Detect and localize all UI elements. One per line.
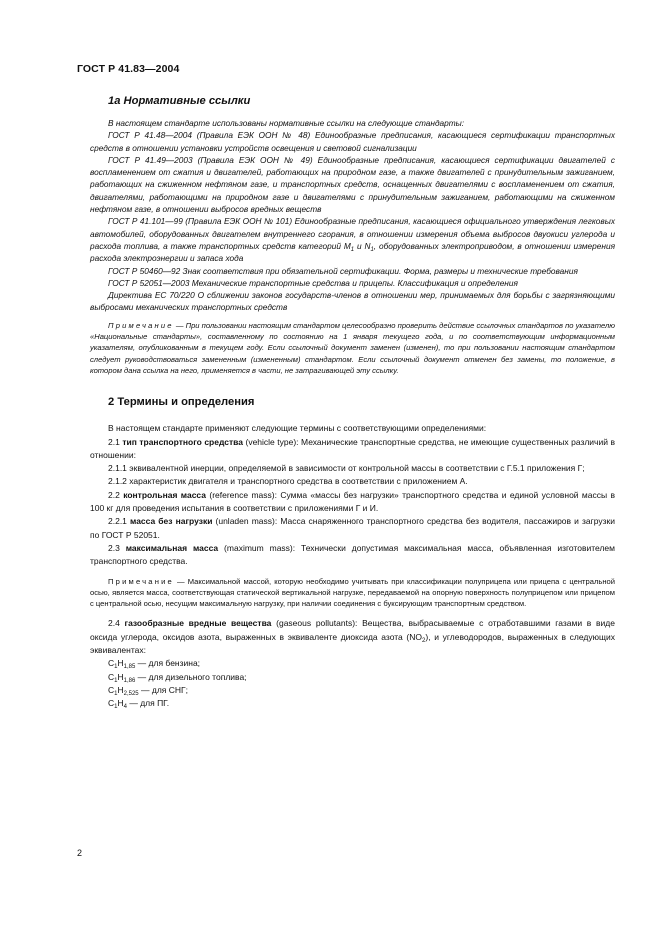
term-2-2-1: 2.2.1 масса без нагрузки (unladen mass): Масса снаряженного транспортного средства без водителя, пассажиров и загрузки по ГОСТ Р 52051. xyxy=(90,516,615,540)
term-2-1: 2.1 тип транспортного средства (vehicle type): Механические транспортные средства, не имеющие существенных различий в отношении: xyxy=(90,436,615,460)
section-1a-title: 1а Нормативные ссылки xyxy=(108,95,251,107)
term-2-4: 2.4 газообразные вредные вещества (gaseous pollutants): Вещества, выбрасываемые с отработавшими газами в виде оксида углерода, оксидов азота, выраженных в эквиваленте диоксида азота $(NO_2)$, и углеводородов, выраженных в следующих эквивалентах: xyxy=(90,618,615,655)
formula-item: $C_1H_4$ — для ПГ. xyxy=(108,698,170,711)
document-code-header: ГОСТ Р 41.83—2004 xyxy=(77,63,180,75)
term-2-1-1: 2.1.1 эквивалентной инерции, определяемой в зависимости от контрольной массы в соответствии с Г.5.1 приложения Г; xyxy=(108,463,585,474)
references-intro: В настоящем стандарте использованы нормативные ссылки на следующие стандарты: xyxy=(108,118,465,128)
reference-item: ГОСТ Р 41.101—99 (Правила ЕЭК ООН № 101) Единообразные предписания, касающиеся официального утверждения легковых автомобилей, оборудованных двигателем внутреннего сгорания, в отношении измерения объема выбросов двуокиси углерода и расхода топлива, а также транспортных средств категорий $M_1$ и $N_1$, оборудованных электроприводом, в отношении измерения расхода электроэнергии и запаса хода xyxy=(90,216,615,264)
term-2-2: 2.2 контрольная масса (reference mass): Сумма «массы без нагрузки» транспортного средства и единой условной массы в 100 кг для проведения испытания в соответствии с приложениями Г и И. xyxy=(90,489,615,514)
terms-intro: В настоящем стандарте применяют следующие термины с соответствующими определениями: xyxy=(108,423,487,434)
term-2-3: 2.3 максимальная масса (maximum mass): Технически допустимая максимальная масса, объявленная изготовителем транспортного средства. xyxy=(90,542,615,567)
term-2-1-2: 2.1.2 характеристик двигателя и транспортного средства в соответствии с приложением А. xyxy=(108,476,468,487)
terms-block xyxy=(90,422,615,710)
references-block xyxy=(90,117,615,376)
reference-item: ГОСТ Р 50460—92 Знак соответствия при обязательной сертификации. Форма, размеры и технические требования xyxy=(108,265,578,276)
reference-item: ГОСТ Р 41.49—2003 (Правила ЕЭК ООН № 49) Единообразные предписания, касающиеся сертификации двигателей с воспламенением от сжатия и двигателей, работающих на природном газе, а также двигателей с принудительным зажиганием, работающих на сжиженном нефтяном газе, и транспортных средств, оснащенных двигателями с воспламенением от сжатия, двигателями, работающими на природном газе и двигателями с принудительным зажиганием, работающими на сжиженном нефтяном газе, в отношении выбросов вредных веществ xyxy=(90,154,615,215)
section-2-title: 2 Термины и определения xyxy=(108,396,255,409)
references-note: Примечание — При пользовании настоящим стандартом целесообразно проверить действие ссылочных стандартов по указателю «Национальные стандарты», составленному по состоянию на 1 января текущего года, и по соответствующим информационным указателям, опубликованным в текущем году. Если ссылочный документ заменен (изменен), то при пользовании настоящим стандартом следует руководствоваться замененным (измененным) стандартом. Если ссылочный документ отменен без замены, то положение, в котором дана ссылка на него, применяется в части, не затрагивающей эту ссылку. xyxy=(90,320,615,375)
reference-item: ГОСТ Р 52051—2003 Механические транспортные средства и прицепы. Классификация и определения xyxy=(108,277,518,288)
formula-item: $C_1H_{2,525}$ — для СНГ; xyxy=(108,684,188,697)
term-2-3-note: Примечание — Максимальной массой, которую необходимо учитывать при классификации полуприцепа или прицепа с центральной осью, является масса, соответствующая статической вертикальной нагрузке, передаваемой на опорную поверхность полуприцепом или прицепом с центральной осью, несущим максимальную нагрузку, при наличии соединения с буксирующим транспортным средством. xyxy=(90,576,615,609)
formula-item: $C_1H_{1,86}$ — для дизельного топлива; xyxy=(108,671,247,684)
page-number: 2 xyxy=(77,848,83,858)
reference-item: Директива ЕС 70/220 О сближении законов государств-членов в отношении мер, принимаемых для борьбы с загрязняющими выбросами механических транспортных средств xyxy=(90,290,615,313)
reference-item: ГОСТ Р 41.48—2004 (Правила ЕЭК ООН № 48) Единообразные предписания, касающиеся сертификации транспортных средств в отношении установки устройств освещения и световой сигнализации xyxy=(90,130,615,153)
formula-item: $C_1H_{1,85}$ — для бензина; xyxy=(108,658,201,671)
page-content xyxy=(90,88,615,710)
